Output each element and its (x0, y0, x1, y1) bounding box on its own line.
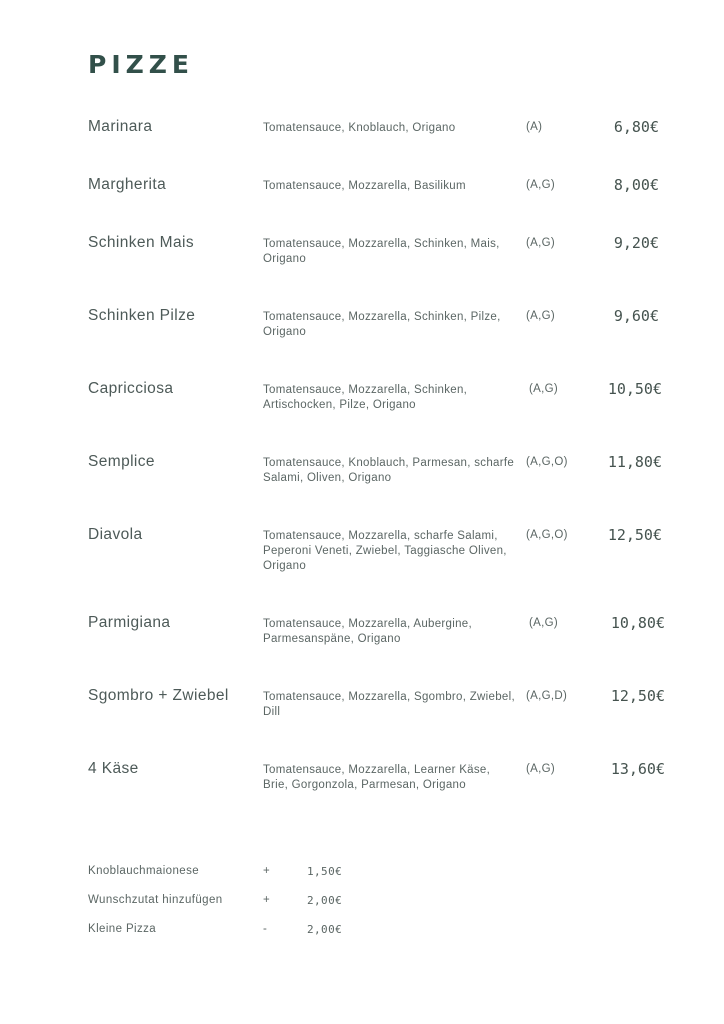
item-description: Tomatensauce, Mozzarella, Sgombro, Zwiebel, Dill (263, 691, 515, 718)
extra-label: Wunschzutat hinzufügen (88, 894, 223, 906)
item-price: 12,50€ (610, 687, 665, 705)
item-allergens: (A,G,O) (526, 456, 568, 468)
item-name: Schinken Pilze (88, 307, 196, 324)
item-price: 10,80€ (610, 614, 665, 632)
item-price: 12,50€ (607, 526, 662, 544)
item-description: Tomatensauce, Mozzarella, Schinken, Pilze, Origano (263, 311, 501, 338)
item-name: 4 Käse (88, 760, 139, 777)
extra-sign: + (263, 894, 271, 906)
extra-amount: 2,00€ (307, 894, 343, 907)
item-name: Diavola (88, 526, 143, 543)
item-allergens: (A,G) (526, 763, 555, 775)
item-name: Parmigiana (88, 614, 171, 631)
item-description: Tomatensauce, Mozzarella, Aubergine, Parmesanspäne, Origano (263, 618, 472, 645)
extra-label: Knoblauchmaionese (88, 865, 200, 877)
item-allergens: (A) (526, 121, 543, 133)
item-allergens: (A,G) (526, 237, 555, 249)
item-price: 8,00€ (613, 176, 659, 194)
item-allergens: (A,G) (526, 310, 555, 322)
item-name: Semplice (88, 453, 155, 470)
item-price: 9,20€ (613, 234, 659, 252)
item-description: Tomatensauce, Mozzarella, scharfe Salami, Peperoni Veneti, Zwiebel, Taggiasche Oliven, Origano (263, 530, 507, 572)
extra-amount: 1,50€ (307, 865, 343, 878)
item-description: Tomatensauce, Mozzarella, Schinken, Artischocken, Pilze, Origano (263, 384, 468, 411)
extra-sign: + (263, 865, 271, 877)
item-name: Marinara (88, 118, 153, 135)
item-name: Schinken Mais (88, 234, 194, 251)
item-description: Tomatensauce, Mozzarella, Learner Käse, Brie, Gorgonzola, Parmesan, Origano (263, 764, 491, 791)
item-name: Margherita (88, 176, 167, 193)
item-description: Tomatensauce, Mozzarella, Schinken, Mais, Origano (263, 238, 500, 265)
item-price: 10,50€ (607, 380, 662, 398)
item-allergens: (A,G,D) (526, 690, 568, 702)
item-price: 6,80€ (613, 118, 659, 136)
menu-title: PIZZE (88, 50, 194, 79)
item-price: 13,60€ (610, 760, 665, 778)
item-description: Tomatensauce, Knoblauch, Parmesan, scharfe Salami, Oliven, Origano (263, 457, 515, 484)
item-name: Capricciosa (88, 380, 174, 397)
item-description: Tomatensauce, Knoblauch, Origano (263, 122, 456, 134)
extra-amount: 2,00€ (307, 923, 343, 936)
item-allergens: (A,G,O) (526, 529, 568, 541)
extra-sign: - (263, 923, 268, 935)
item-description: Tomatensauce, Mozzarella, Basilikum (263, 180, 466, 192)
item-allergens: (A,G) (529, 617, 558, 629)
item-name: Sgombro + Zwiebel (88, 687, 229, 704)
item-allergens: (A,G) (529, 383, 558, 395)
item-price: 11,80€ (607, 453, 662, 471)
extra-label: Kleine Pizza (88, 923, 157, 935)
item-price: 9,60€ (613, 307, 659, 325)
item-allergens: (A,G) (526, 179, 555, 191)
